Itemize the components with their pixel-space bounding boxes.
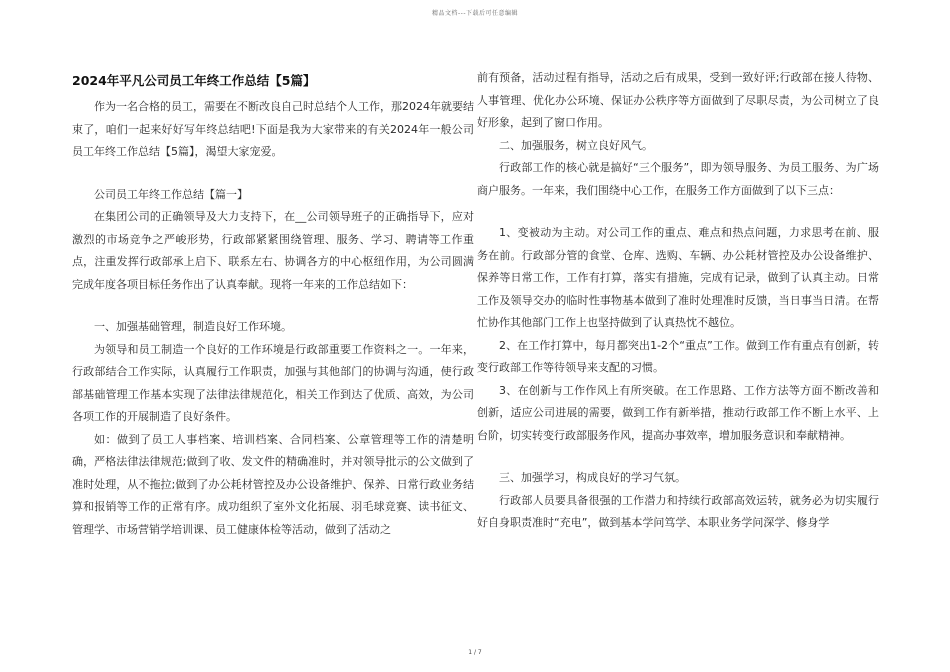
section-heading: 三、加强学习，构成良好的学习气氛。: [499, 471, 686, 484]
paragraph: 行政部人员要具备很强的工作潜力和持续行政部高效运转，就务必为切实履行好自身职责准时“充电”，做到基本学问笃学、本职业务学问深学、修身学: [477, 493, 879, 529]
paragraph: 在集团公司的正确领导及大力支持下，在__公司领导班子的正确指导下，应对激烈的市场竞争之严峻形势，行政部紧紧围绕管理、服务、学习、聘请等工作重点，注重发挥行政部承上启下、联系左右、协调各方的中心枢纽作用，为公司圆满完成年度各项目标任务作出了认真奉献。现将一年来的工作总结如下：: [72, 210, 474, 291]
list-item: 2、在工作打算中，每月都突出1-2个“重点”工作。做到工作有重点有创新，转变行政部工作等待领导来支配的习惯。: [477, 338, 879, 374]
left-column: [72, 70, 474, 541]
page-header: 精品文档---下载后可任意编辑: [432, 10, 518, 17]
paragraph: 前有预备，活动过程有指导，活动之后有成果，受到一致好评;行政部在接人待物、人事管理、优化办公环境、保证办公秩序等方面做到了尽职尽责，为公司树立了良好形象，起到了窗口作用。: [477, 71, 879, 129]
paragraph: 为领导和员工制造一个良好的工作环境是行政部重要工作资料之一。一年来，行政部结合工作实际，认真履行工作职责，加强与其他部门的协调与沟通，使行政部基础管理工作基本实现了法律法律规范化，相关工作到达了优质、高效，为公司各项工作的开展制造了良好条件。: [72, 342, 474, 423]
section-heading: 二、加强服务，树立良好风气。: [499, 138, 653, 152]
paragraph: 行政部工作的核心就是搞好“三个服务”，即为领导服务、为员工服务、为广场商户服务。一年来，我们围绕中心工作，在服务工作方面做到了以下三点：: [477, 161, 879, 197]
right-column: [477, 70, 879, 535]
intro-paragraph: 作为一名合格的员工，需要在不断改良自己时总结个人工作，那2024年就要结束了，咱们一起来好好写年终总结吧!下面是我为大家带来的有关2024年一般公司员工年终工作总结【5篇】，渴望大家宠爱。: [72, 100, 474, 158]
paragraph: 如：做到了员工人事档案、培训档案、合同档案、公章管理等工作的清楚明确，严格法律法律规范;做到了收、发文件的精确准时，并对领导批示的公文做到了准时处理，从不拖拉;做到了办公耗材管控及办公设备维护、保养、日常行政业务结算和报销等工作的正常有序。成功组织了室外文化拓展、羽毛球竞赛、读书征文、管理学、市场营销学培训课、员工健康体检等活动，做到了活动之: [72, 432, 474, 536]
list-item: 3、在创新与工作作风上有所突破。在工作思路、工作方法等方面不断改善和创新，适应公司进展的需要，做到工作有新举措，推动行政部工作不断上水平、上台阶，切实转变行政部服务作风，提高办事效率，增加服务意识和奉献精神。: [477, 383, 879, 442]
section-subtitle: 公司员工年终工作总结【篇一】: [94, 187, 248, 201]
document-title: 2024年平凡公司员工年终工作总结【5篇】: [72, 73, 316, 88]
list-item: 1、变被动为主动。对公司工作的重点、难点和热点问题，力求思考在前、服务在前。行政部分管的食堂、仓库、选购、车辆、办公耗材管控及办公设备维护、保养等日常工作，工作有打算，落实有措施，完成有记录，做到了认真主动。日常工作及领导交办的临时性事物基本做到了准时处理准时反馈，当日事当日清。在帮忙协作其他部门工作上也坚持做到了认真热忱不越位。: [477, 226, 879, 329]
section-heading: 一、加强基础管理，制造良好工作环境。: [94, 320, 292, 333]
page-number: 1 / 7: [468, 649, 482, 656]
